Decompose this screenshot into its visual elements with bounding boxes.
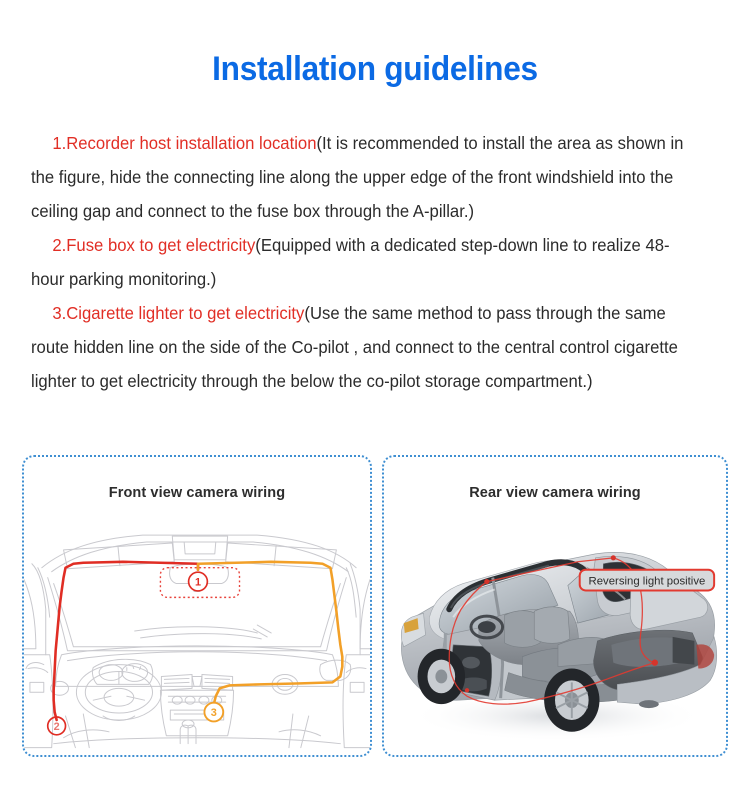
marker-3-label: 3 [210, 707, 217, 720]
instruction-item-2 [31, 228, 702, 296]
instruction-lead-2: 2.Fuse box to get electricity [52, 235, 256, 255]
instruction-item-3 [31, 296, 702, 398]
callout-reversing-light-positive [580, 570, 714, 591]
wheel-rear [544, 669, 599, 732]
front-view-illustration [24, 505, 370, 755]
wire-node-door-sill [465, 688, 469, 692]
instructions-block [31, 126, 702, 398]
rear-view-illustration [384, 505, 726, 755]
diagram-panels [22, 455, 728, 757]
instruction-item-1 [31, 126, 702, 228]
panel-rear-title: Rear view camera wiring [469, 485, 641, 501]
wheel-front [418, 649, 465, 704]
marker-1 [189, 572, 208, 591]
instruction-detail-1: (It is recommended to install the area as shown in the figure, hide the connecting line along the upper edge of the front windshield into the ceiling gap and connect to the fuse box through the A-pillar.) [31, 133, 684, 221]
marker-1-label: 1 [194, 576, 202, 589]
panel-front-view [22, 455, 372, 757]
instruction-detail-2: (Equipped with a dedicated step-down line to realize 48-hour parking monitoring.) [31, 235, 670, 289]
marker-2-label: 2 [53, 720, 60, 733]
marker-3 [204, 703, 223, 722]
wire-node-windshield [484, 579, 489, 584]
wire-node-tailgate [611, 555, 616, 560]
instruction-lead-3: 3.Cigarette lighter to get electricity [52, 303, 305, 323]
panel-front-title: Front view camera wiring [108, 485, 286, 501]
page-title: Installation guidelines [212, 50, 538, 88]
wire-node-trunk [652, 659, 658, 665]
panel-rear-view [382, 455, 728, 757]
instruction-detail-3: (Use the same method to pass through the same route hidden line on the side of the Co-pilot , and connect to the central control cigarette lighter to get electricity through the below the co-pilot storage compartment.) [31, 303, 678, 391]
instruction-lead-1: 1.Recorder host installation location [52, 133, 317, 153]
callout-label: Reversing light positive [588, 575, 706, 588]
